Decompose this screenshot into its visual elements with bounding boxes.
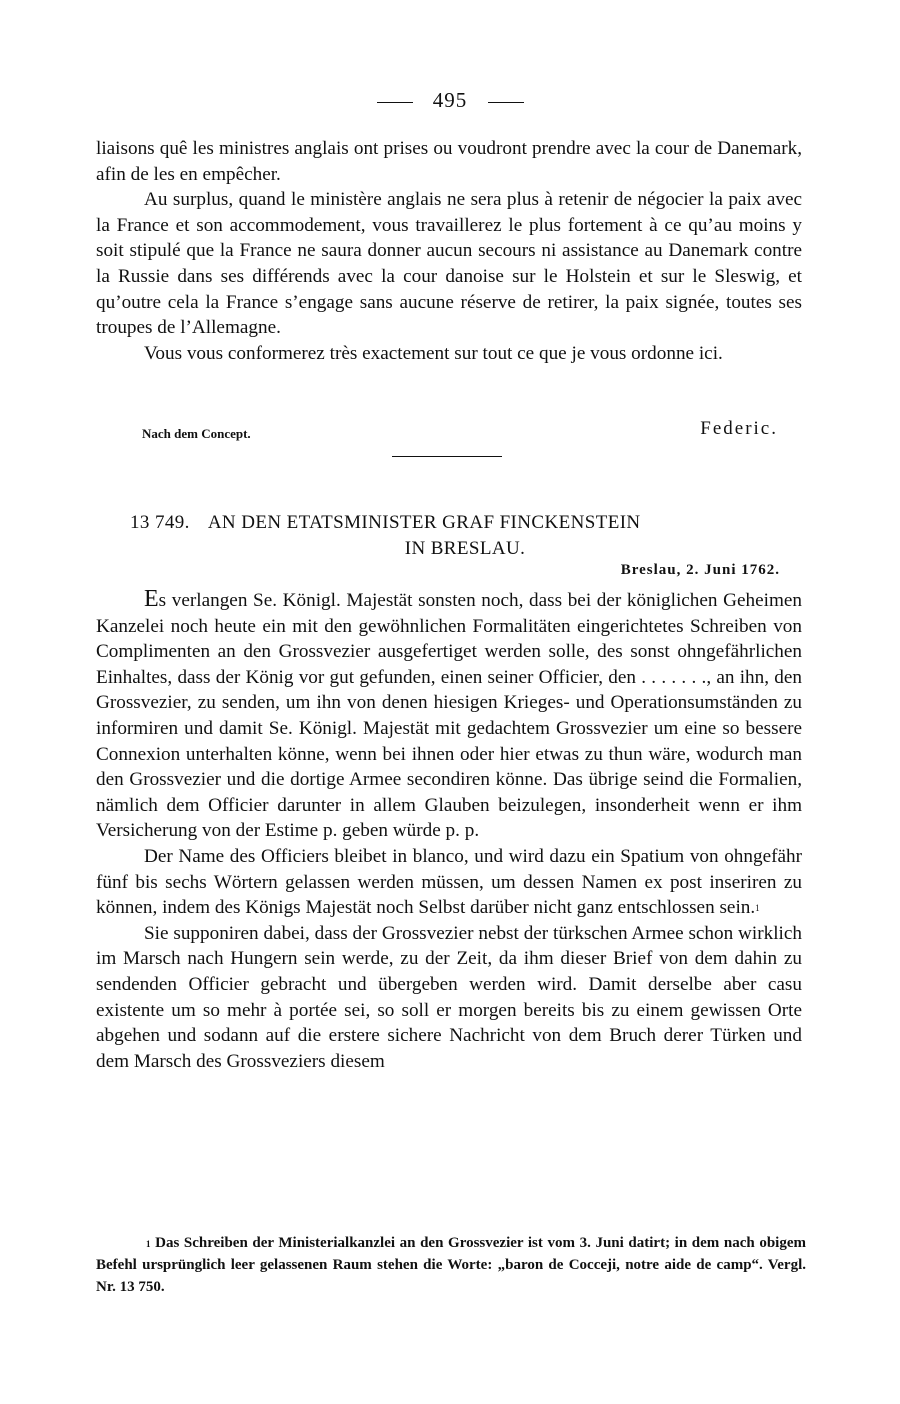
letter-heading xyxy=(130,510,780,562)
initial-letter: E xyxy=(144,586,159,612)
footnotes xyxy=(96,1232,806,1298)
paragraph: Au surplus, quand le ministère anglais ne sera plus à retenir de négocier la paix avec la France et son accommodement, vous travaillerez le plus fortement à ce qu’au moins y soit stipulé que la France ne saura donner aucun secours ni assistance au Danemark contre la Russie dans ses différends avec la cour danoise sur le Holstein et sur le Sleswig, et qu’outre cela la France s’engage sans aucune réserve de retirer, la paix signée, toutes ses troupes de l’Allemagne. xyxy=(96,189,802,339)
page-number: 495 xyxy=(432,88,468,112)
footnote xyxy=(96,1232,806,1298)
letter-title-line1: AN DEN ETATSMINISTER GRAF FINCKENSTEIN xyxy=(207,512,641,533)
letter-dateline: Breslau, 2. Juni 1762. xyxy=(620,562,780,578)
closing-row xyxy=(142,418,782,446)
letter-title-line2: IN BRESLAU. xyxy=(404,538,526,559)
continued-letter xyxy=(96,136,802,366)
source-note: Nach dem Concept. xyxy=(142,426,251,441)
header-dash-right xyxy=(488,102,524,103)
paragraph: liaisons quê les ministres anglais ont prises ou voudront prendre avec la cour de Danemark, afin de les en empêcher. xyxy=(96,138,802,185)
footnote-mark: 1 xyxy=(146,1239,151,1249)
paragraph xyxy=(96,844,802,921)
section-divider xyxy=(392,456,502,457)
letter-number: 13 749. xyxy=(130,512,190,533)
paragraph-text: Der Name des Officiers bleibet in blanco, und wird dazu ein Spatium von ohngefähr fünf bis sechs Wörtern gelassen werden müssen, um dessen Namen ex post inseriren zu können, indem des Königs Majestät noch Selbst darüber nicht ganz entschlossen sein. xyxy=(96,845,802,919)
header-dash-left xyxy=(377,102,413,103)
paragraph xyxy=(96,587,802,844)
paragraph-text: s verlangen Se. Königl. Majestät sonsten noch, dass bei der königlichen Geheimen Kanzelei noch heute ein mit den gewöhnlichen Formalitäten eingerichtetes Schreiben von Complimenten an den Grossvezier ausgefertiget werden solle, des sonst ohngefährlichen Einhaltes, dass der König vor gut gefunden, einen seiner Officier, den . . . . . . ., an ihn, den Grossvezier, zu senden, um ihn von denen hiesigen Krieges- und Operationsumständen zu informiren und damit Se. Königl. Majestät mit gedachtem Grossvezier um eine so bessere Connexion unterhalten könne, wenn bei ihnen oder hier etwas zu thun wäre, wodurch man den Grossvezier und die dortige Armee secondiren könne. Das übrige seind die Formalien, nämlich dem Officier darunter in allem Glauben beizulegen, insonderheit wenn er ihm Versicherung von der Estime p. geben würde p. p. xyxy=(96,590,802,842)
paragraph: Vous vous conformerez très exactement sur tout ce que je vous ordonne ici. xyxy=(144,342,723,364)
page-header xyxy=(0,88,900,113)
footnote-reference: 1 xyxy=(755,903,760,914)
letter-body xyxy=(96,587,802,1074)
footnote-text: Das Schreiben der Ministerialkanzlei an den Grossvezier ist vom 3. Juni datirt; in dem nach obigem Befehl ursprünglich leer gelassenen Raum stehen die Worte: „baron de Cocceji, notre aide de camp“. Vergl. Nr. 13 750. xyxy=(96,1235,806,1295)
signature: Federic. xyxy=(700,418,778,439)
paragraph: Sie supponiren dabei, dass der Grossvezier nebst der türkschen Armee schon wirklich im Marsch nach Hungern sein werde, zu der Zeit, da ihm dieser Brief von dem dahin zu sendenden Officier gebracht und übergeben werden wird. Damit derselbe aber casu existente um so mehr à portée sei, so soll er morgen bereits bis zu einem gewissen Orte abgehen und sodann auf die erstere sichere Nachricht von dem Bruch derer Türken und dem Marsch des Grossveziers diesem xyxy=(96,922,802,1072)
